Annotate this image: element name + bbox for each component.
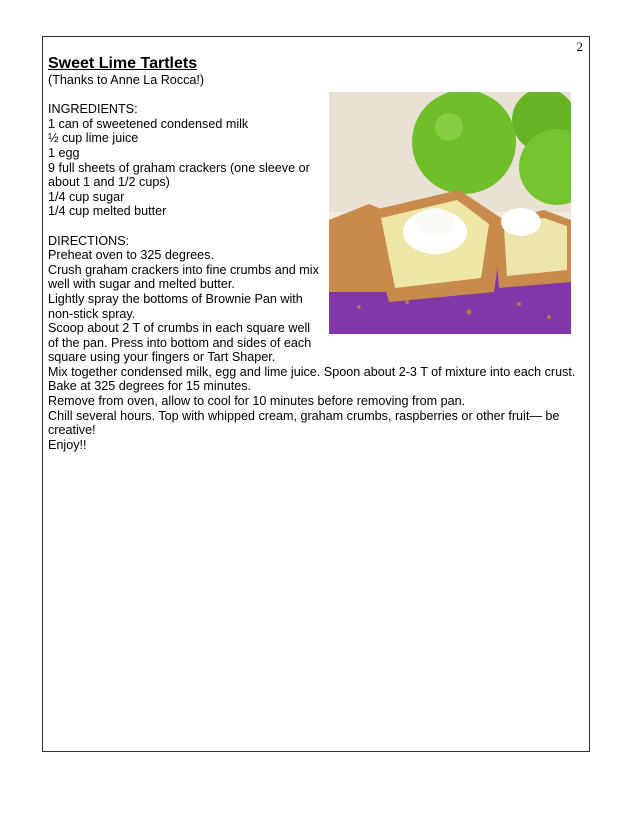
recipe-title: Sweet Lime Tartlets bbox=[48, 55, 198, 72]
ingredient-item: 1 can of sweetened condensed milk bbox=[48, 116, 249, 131]
ingredient-item: 1 egg bbox=[48, 145, 80, 160]
ingredient-item: about 1 and 1/2 cups) bbox=[48, 175, 170, 190]
direction-line: square using your fingers or Tart Shaper. bbox=[48, 350, 276, 365]
direction-line: Chill several hours. Top with whipped cream, graham crumbs, raspberries or other fruit— be bbox=[48, 408, 560, 423]
crumb bbox=[547, 315, 551, 319]
crumb bbox=[517, 302, 521, 306]
direction-line: Preheat oven to 325 degrees. bbox=[48, 248, 214, 263]
direction-line: Scoop about 2 T of crumbs in each square well bbox=[48, 321, 311, 336]
direction-line: well with sugar and melted butter. bbox=[48, 277, 235, 292]
direction-line: creative! bbox=[48, 423, 96, 438]
direction-line: Crush graham crackers into fine crumbs and mix bbox=[48, 262, 319, 277]
whipped-cream-top bbox=[415, 208, 455, 236]
ingredient-item: 1/4 cup sugar bbox=[48, 189, 125, 204]
ingredient-item: 9 full sheets of graham crackers (one sleeve or bbox=[48, 160, 310, 175]
ingredients-heading: INGREDIENTS: bbox=[48, 102, 138, 117]
tartlet-photo bbox=[329, 92, 571, 334]
direction-line: of the pan. Press into bottom and sides of each bbox=[48, 335, 312, 350]
whipped-cream-small bbox=[501, 208, 541, 236]
direction-line: Enjoy!! bbox=[48, 437, 87, 452]
direction-line: non-stick spray. bbox=[48, 306, 136, 321]
crumb bbox=[467, 310, 472, 315]
page-number: 2 bbox=[576, 39, 583, 54]
direction-line: Lightly spray the bottoms of Brownie Pan with bbox=[48, 291, 303, 306]
tartlet-illustration bbox=[329, 92, 571, 334]
crumb bbox=[357, 305, 361, 309]
recipe-credit: (Thanks to Anne La Rocca!) bbox=[48, 73, 205, 87]
crumb bbox=[405, 300, 409, 304]
ingredient-item: 1/4 cup melted butter bbox=[48, 204, 167, 219]
ingredient-item: ½ cup lime juice bbox=[48, 131, 139, 146]
directions-heading: DIRECTIONS: bbox=[48, 233, 130, 248]
direction-line: Remove from oven, allow to cool for 10 minutes before removing from pan. bbox=[48, 394, 466, 409]
page-frame bbox=[42, 36, 590, 752]
direction-line: Mix together condensed milk, egg and lime juice. Spoon about 2-3 T of mixture into each crust. bbox=[48, 364, 576, 379]
lime-left bbox=[412, 92, 516, 194]
direction-line: Bake at 325 degrees for 15 minutes. bbox=[48, 379, 252, 394]
lime-highlight bbox=[435, 113, 463, 141]
